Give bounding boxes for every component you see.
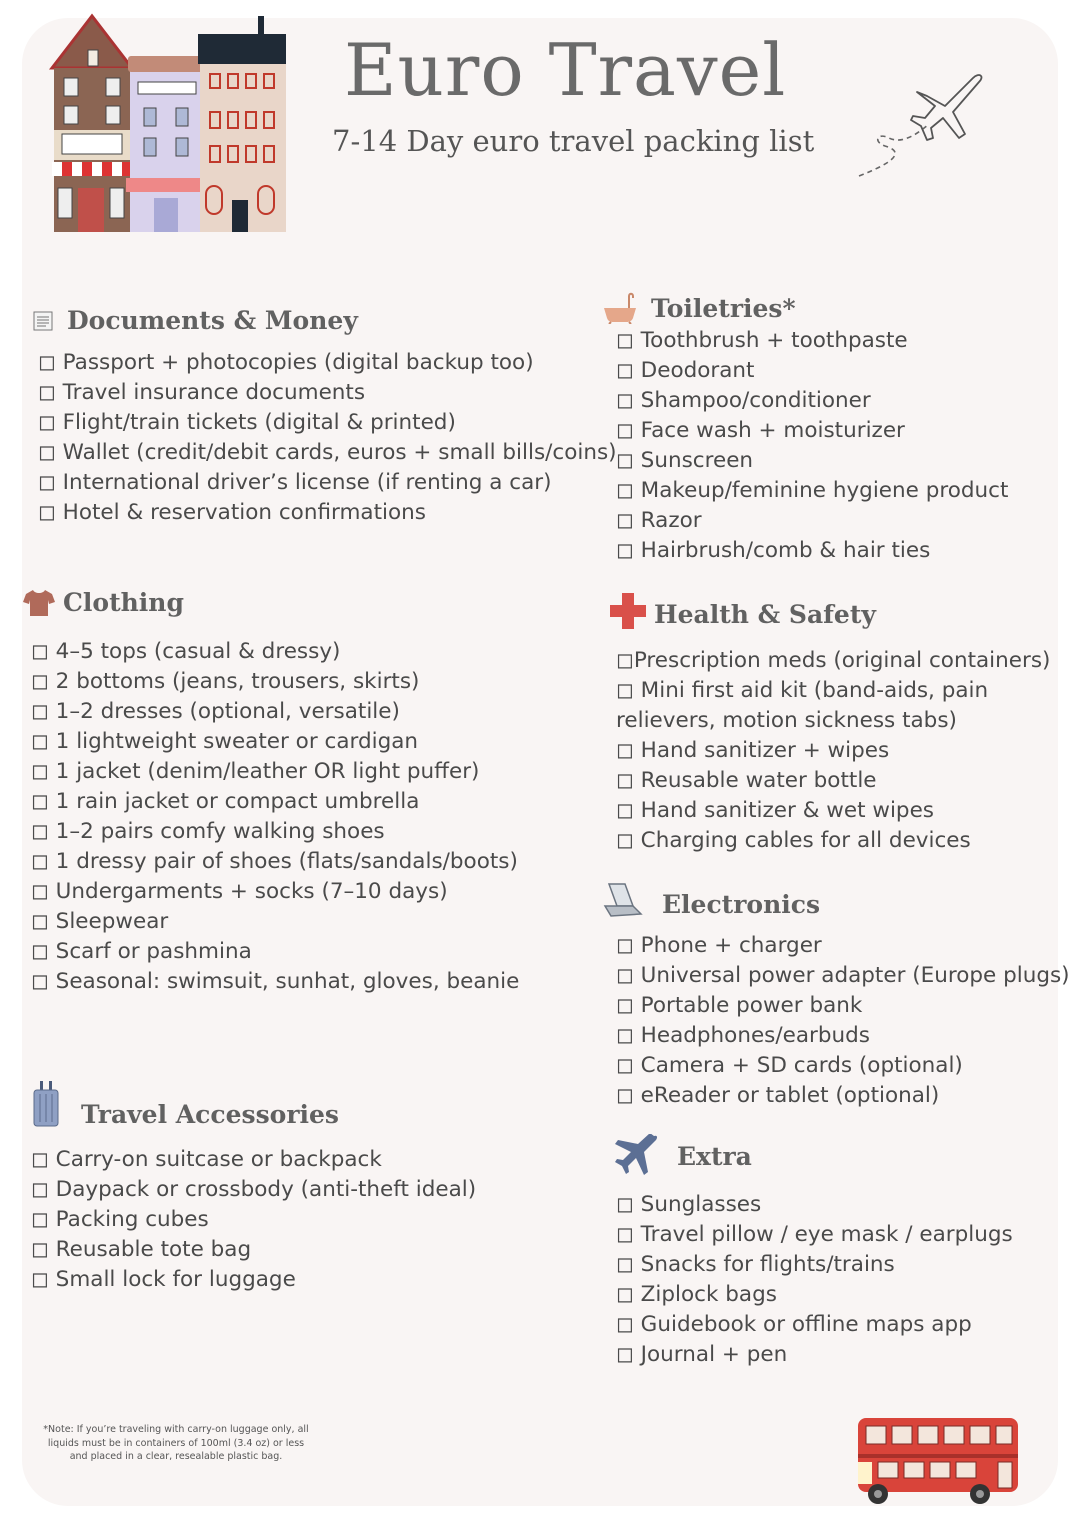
section-title-toiletries: Toiletries* [651,294,796,323]
section-title-extra: Extra [677,1142,752,1171]
list-item[interactable]: ◻Prescription meds (original containers) [616,648,1051,673]
section-title-accessories: Travel Accessories [81,1100,340,1129]
list-item[interactable]: ◻ Seasonal: swimsuit, sunhat, gloves, beanie [31,969,520,994]
list-item[interactable]: ◻ 1 rain jacket or compact umbrella [31,789,420,814]
toiletries-list [616,326,1008,566]
extra-list [616,1190,1013,1370]
electronics-list [616,931,1070,1111]
accessories-list [31,1145,476,1295]
list-item[interactable]: ◻ Sleepwear [31,909,169,934]
suitcase-icon [31,1080,61,1128]
list-item[interactable]: ◻ Phone + charger [616,933,822,958]
section-title-clothing: Clothing [63,588,184,617]
list-item[interactable]: ◻ 4–5 tops (casual & dressy) [31,639,341,664]
list-item[interactable]: ◻ Snacks for flights/trains [616,1252,895,1277]
list-item[interactable]: ◻ Scarf or pashmina [31,939,252,964]
list-item[interactable]: ◻ Carry-on suitcase or backpack [31,1147,382,1172]
list-item[interactable]: ◻ Charging cables for all devices [616,828,971,853]
clothing-list [31,637,519,997]
list-item[interactable]: ◻ Mini first aid kit (band-aids, pain relievers, motion sickness tabs) [616,678,989,733]
list-item[interactable]: ◻ Wallet (credit/debit cards, euros + small bills/coins) [38,440,617,465]
bathtub-icon [603,292,637,324]
page-title: Euro Travel [344,28,787,112]
list-item[interactable]: ◻ Reusable water bottle [616,768,877,793]
list-item[interactable]: ◻ Ziplock bags [616,1282,777,1307]
list-item[interactable]: ◻ Passport + photocopies (digital backup too) [38,350,534,375]
list-item[interactable]: ◻ International driver’s license (if renting a car) [38,470,552,495]
documents-list [38,348,617,528]
airplane-icon [614,1134,658,1176]
list-item[interactable]: ◻ Face wash + moisturizer [616,418,905,443]
list-item[interactable]: ◻ Portable power bank [616,993,863,1018]
list-item[interactable]: ◻ eReader or tablet (optional) [616,1083,940,1108]
list-item[interactable]: ◻ Deodorant [616,358,755,383]
list-item[interactable]: ◻ Toothbrush + toothpaste [616,328,908,353]
list-item[interactable]: ◻ Reusable tote bag [31,1237,252,1262]
section-title-electronics: Electronics [662,890,821,919]
list-item[interactable]: ◻ Sunscreen [616,448,754,473]
list-item[interactable]: ◻ 1 jacket (denim/leather OR light puffer) [31,759,480,784]
footnote: *Note: If you’re traveling with carry-on luggage only, all liquids must be in containers of 100ml (3.4 oz) or less and placed in a clear, resealable plastic bag. [43,1424,309,1462]
list-item[interactable]: ◻ 1–2 pairs comfy walking shoes [31,819,385,844]
t-shirt-icon [22,588,56,618]
list-item[interactable]: ◻ Hand sanitizer + wipes [616,738,890,763]
section-title-documents: Documents & Money [67,306,358,335]
double-decker-bus-illustration [852,1414,1022,1506]
document-icon [32,310,54,332]
list-item[interactable]: ◻ 1–2 dresses (optional, versatile) [31,699,400,724]
list-item[interactable]: ◻ Travel pillow / eye mask / earplugs [616,1222,1013,1247]
houses-illustration [48,12,290,234]
plane-doodle-icon [855,66,990,181]
list-item[interactable]: ◻ Camera + SD cards (optional) [616,1053,963,1078]
section-title-health: Health & Safety [654,600,876,629]
red-cross-icon [609,592,647,630]
list-item[interactable]: ◻ Packing cubes [31,1207,209,1232]
page-subtitle: 7-14 Day euro travel packing list [332,124,815,158]
list-item[interactable]: ◻ Daypack or crossbody (anti-theft ideal) [31,1177,477,1202]
list-item[interactable]: ◻ Hotel & reservation confirmations [38,500,426,525]
list-item[interactable]: ◻ Undergarments + socks (7–10 days) [31,879,448,904]
list-item[interactable]: ◻ Headphones/earbuds [616,1023,870,1048]
list-item[interactable]: ◻ Sunglasses [616,1192,762,1217]
list-item[interactable]: ◻ Small lock for luggage [31,1267,296,1292]
list-item[interactable]: ◻ 1 lightweight sweater or cardigan [31,729,419,754]
list-item[interactable]: ◻ Hand sanitizer & wet wipes [616,798,935,823]
health-list [616,646,1052,856]
list-item[interactable]: ◻ Journal + pen [616,1342,788,1367]
list-item[interactable]: ◻ 2 bottoms (jeans, trousers, skirts) [31,669,420,694]
list-item[interactable]: ◻ Travel insurance documents [38,380,366,405]
list-item[interactable]: ◻ Razor [616,508,702,533]
list-item[interactable]: ◻ Shampoo/conditioner [616,388,871,413]
list-item[interactable]: ◻ 1 dressy pair of shoes (flats/sandals/boots) [31,849,518,874]
list-item[interactable]: ◻ Guidebook or offline maps app [616,1312,972,1337]
list-item[interactable]: ◻ Flight/train tickets (digital & printed) [38,410,456,435]
laptop-icon [603,882,643,918]
list-item[interactable]: ◻ Hairbrush/comb & hair ties [616,538,931,563]
list-item[interactable]: ◻ Makeup/feminine hygiene product [616,478,1009,503]
list-item[interactable]: ◻ Universal power adapter (Europe plugs) [616,963,1070,988]
